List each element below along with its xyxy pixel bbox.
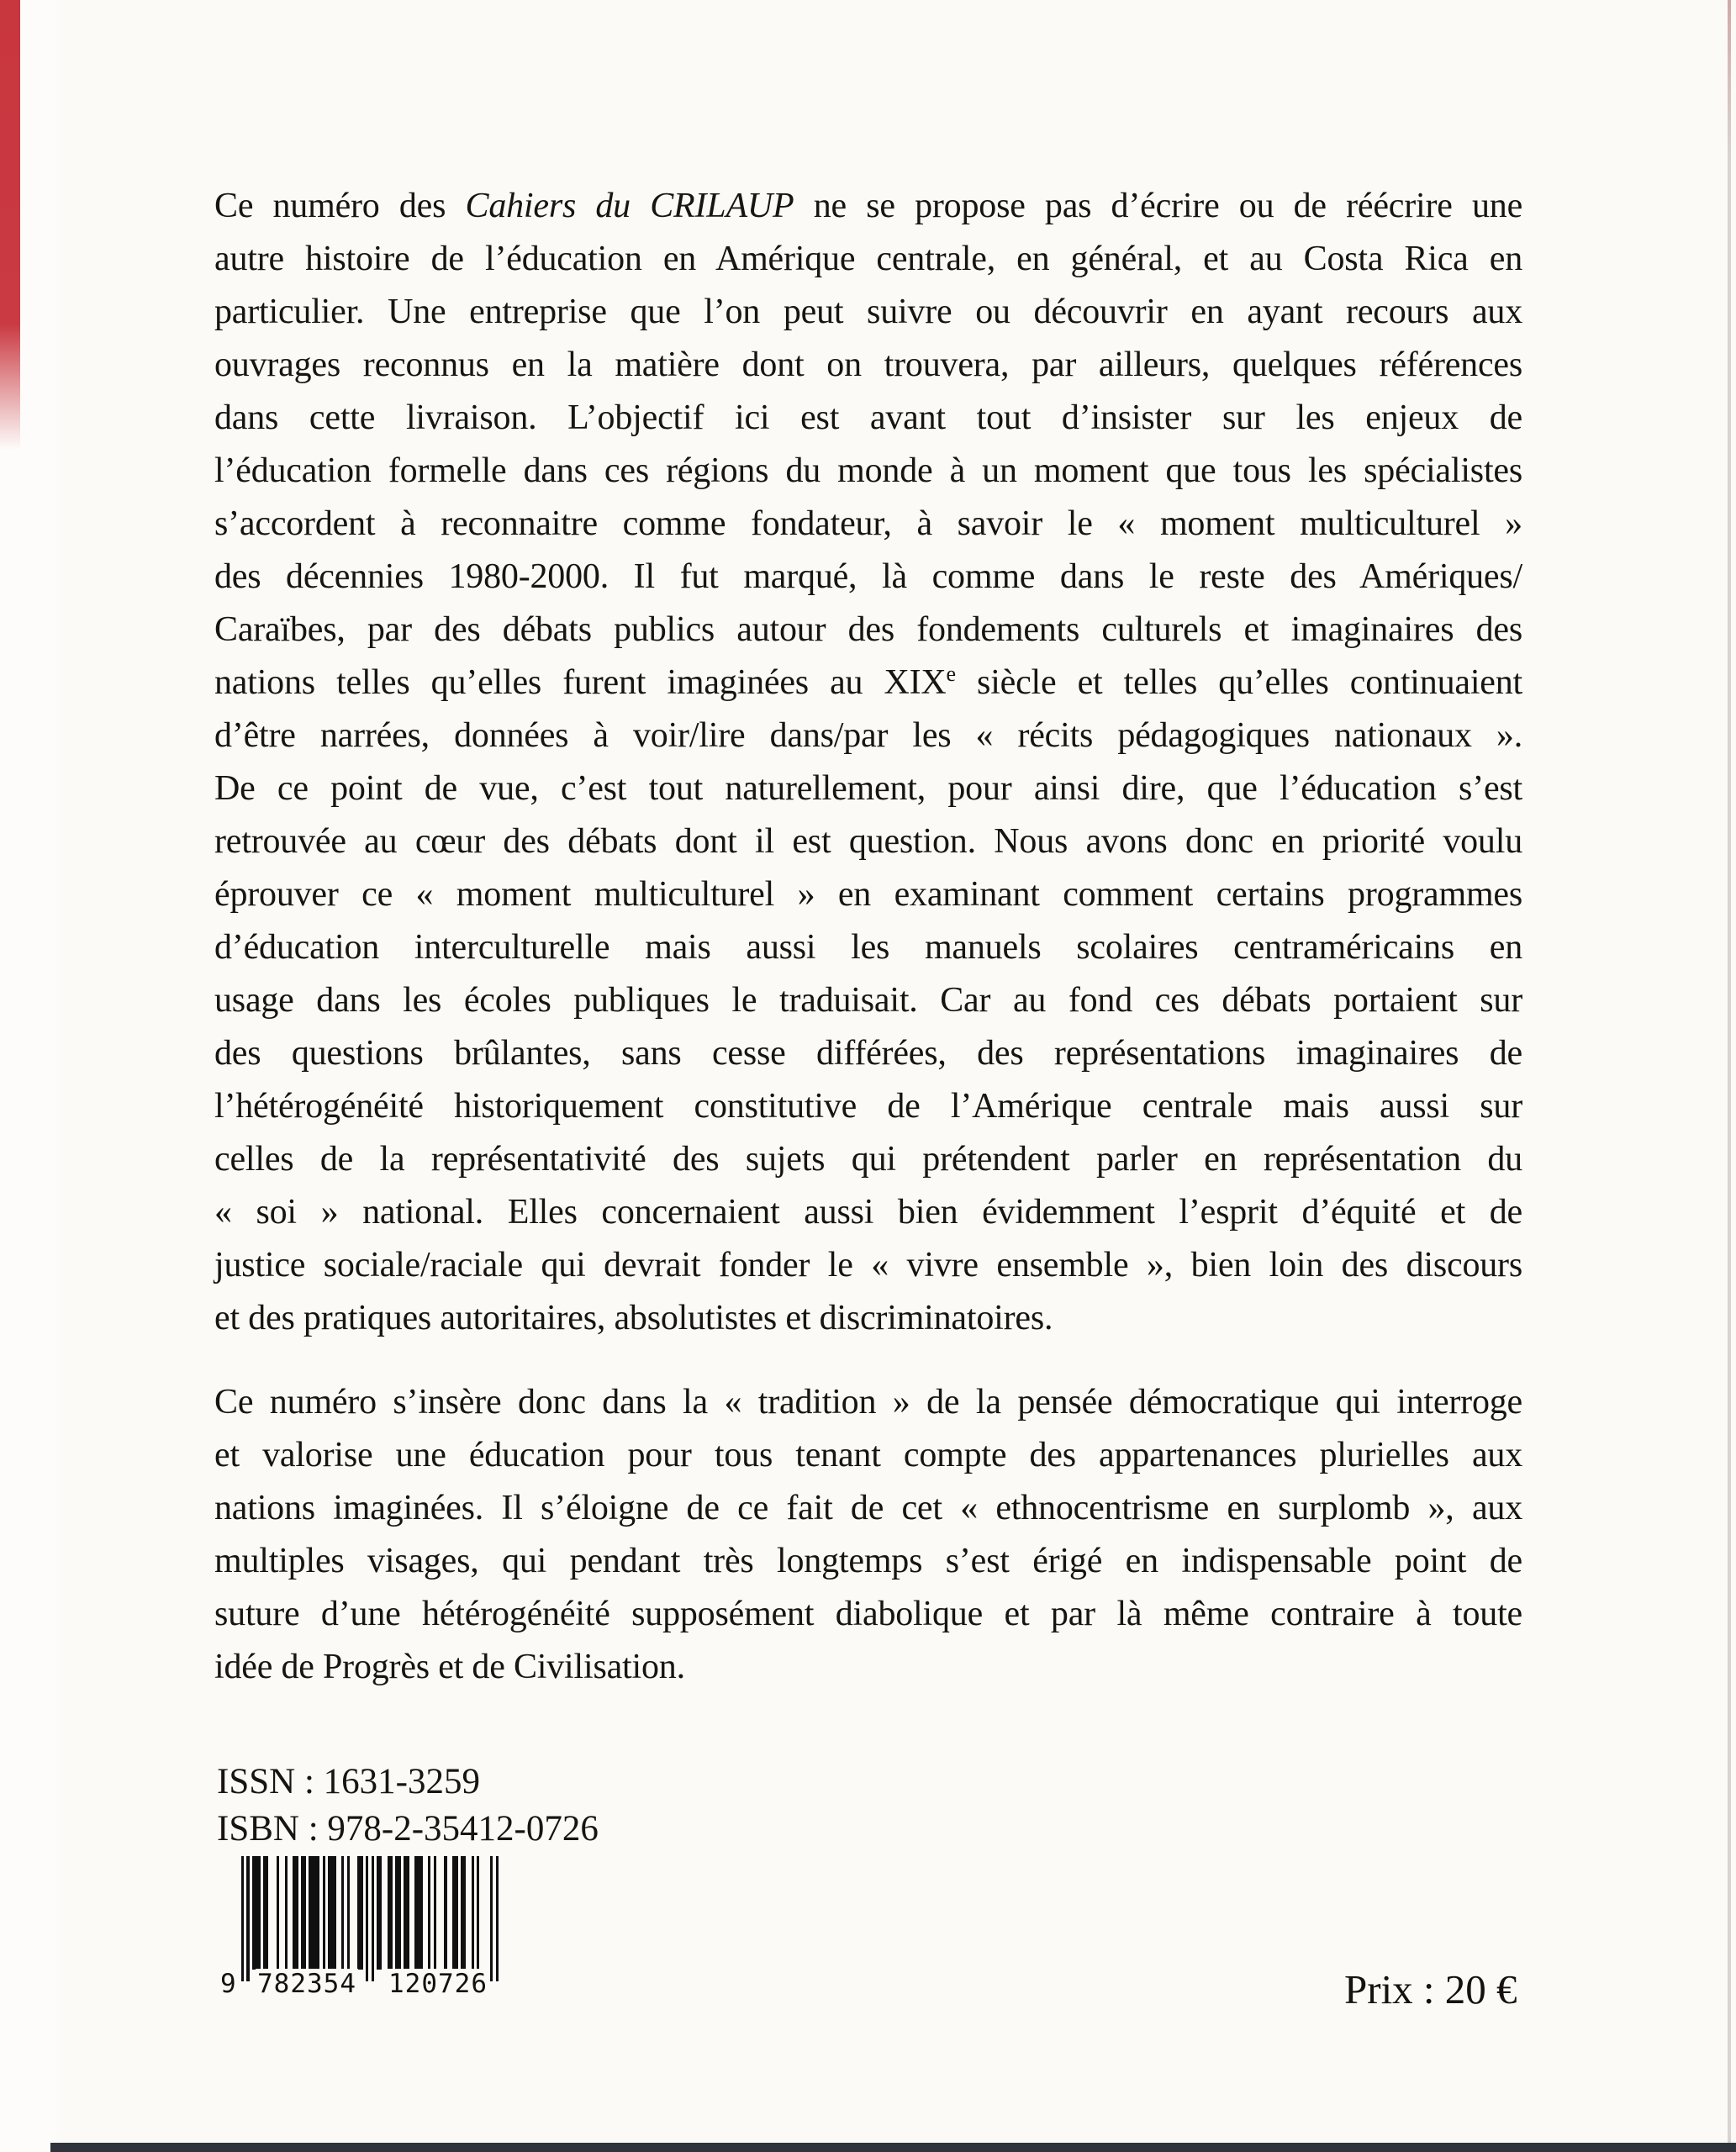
barcode-bar xyxy=(323,1856,325,1970)
scan-edge-line xyxy=(1728,0,1731,2152)
barcode-bar xyxy=(406,1856,409,1970)
summary-paragraph-1 xyxy=(214,180,1522,1345)
barcode-bar xyxy=(455,1856,457,1970)
barcode-bar xyxy=(285,1856,288,1970)
text-line: particulier. Une entreprise que l’on peut suivre ou découvrir en ayant recours aux xyxy=(214,293,1522,331)
text-line: « soi » national. Elles concernaient aussi bien évidemment l’esprit d’équité et de xyxy=(214,1193,1522,1232)
journal-title: Cahiers du CRILAUP xyxy=(465,187,794,225)
barcode-bar xyxy=(444,1856,446,1970)
bottom-edge-bar xyxy=(50,2143,1736,2152)
issn-line: ISSN : 1631-3259 xyxy=(217,1762,480,1801)
barcode-bar xyxy=(472,1856,474,1970)
barcode-bar xyxy=(257,1856,260,1970)
text-line: multiples visages, qui pendant très longtemps s’est érigé en indispensable point de xyxy=(214,1542,1522,1580)
barcode-bar xyxy=(398,1856,401,1970)
barcode-bar xyxy=(390,1856,393,1970)
barcode-bar xyxy=(241,1856,244,1981)
barcode-bar xyxy=(266,1856,268,1970)
barcode-bar xyxy=(428,1856,430,1970)
barcode-digit-lead: 9 xyxy=(220,1969,237,1999)
summary-paragraph-2 xyxy=(214,1376,1522,1694)
price-label: Prix : 20 € xyxy=(1344,1966,1517,2012)
identifier-block xyxy=(217,1759,599,1853)
text-line: Ce numéro s’insère donc dans la « tradition » de la pensée démocratique qui interroge xyxy=(214,1383,1522,1421)
text-line: celles de la représentativité des sujets qui prétendent parler en représentation du xyxy=(214,1140,1522,1179)
barcode-bar xyxy=(341,1856,344,1970)
barcode-digit-group1: 782354 xyxy=(257,1969,356,1999)
ean13-barcode xyxy=(220,1856,499,1999)
text-line: dans cette livraison. L’objectif ici est avant tout d’insister sur les enjeux de xyxy=(214,398,1522,437)
text-line: l’éducation formelle dans ces régions du monde à un moment que tous les spécialistes xyxy=(214,451,1522,490)
text-line: autre histoire de l’éducation en Amérique centrale, en général, et au Costa Rica en xyxy=(214,240,1522,278)
barcode-bar xyxy=(246,1856,249,1981)
barcode-bar xyxy=(434,1856,436,1970)
barcode-digit-group2: 120726 xyxy=(388,1969,488,1999)
barcode-bar xyxy=(277,1856,279,1970)
intro-suffix: ne se propose pas d’écrire ou de réécrire une xyxy=(794,187,1523,225)
text-line: De ce point de vue, c’est tout naturellement, pour ainsi dire, que l’éducation s’est xyxy=(214,769,1522,808)
barcode-bar xyxy=(490,1856,493,1981)
text-line: et valorise une éducation pour tous tenant compte des appartenances plurielles aux xyxy=(214,1436,1522,1474)
text-line: d’être narrées, données à voir/lire dans/par les « récits pédagogiques nationaux ». xyxy=(214,716,1522,755)
text-line: des questions brûlantes, sans cesse différées, des représentations imaginaires de xyxy=(214,1034,1522,1073)
text-line: suture d’une hétérogénéité supposément diabolique et par là même contraire à toute xyxy=(214,1595,1522,1633)
barcode-bar xyxy=(477,1856,479,1970)
text-line: d’éducation interculturelle mais aussi les manuels scolaires centraméricains en xyxy=(214,928,1522,967)
barcode-bar xyxy=(366,1856,368,1981)
spine-red-stripe xyxy=(0,0,20,450)
text-line: Caraïbes, par des débats publics autour des fondements culturels et imaginaires des xyxy=(214,610,1522,649)
text-line: éprouver ce « moment multiculturel » en examinant comment certains programmes xyxy=(214,875,1522,914)
text-line: l’hétérogénéité historiquement constitutive de l’Amérique centrale mais aussi sur xyxy=(214,1087,1522,1126)
text-line: idée de Progrès et de Civilisation. xyxy=(214,1648,685,1686)
barcode-bar xyxy=(295,1856,298,1970)
text-line: nations telles qu’elles furent imaginées au XIXe siècle et telles qu’elles continuaient xyxy=(214,662,1522,702)
text-line: ouvrages reconnus en la matière dont on trouvera, par ailleurs, quelques références xyxy=(214,345,1522,384)
text-line: des décennies 1980-2000. Il fut marqué, là comme dans le reste des Amériques/ xyxy=(214,557,1522,596)
barcode-bar xyxy=(303,1856,306,1970)
text-line: nations imaginées. Il s’éloigne de ce fait de cet « ethnocentrisme en surplomb », aux xyxy=(214,1489,1522,1527)
text-line: retrouvée au cœur des débats dont il est question. Nous avons donc en priorité voulu xyxy=(214,822,1522,861)
barcode-bars xyxy=(241,1856,499,1981)
intro-prefix: Ce numéro des xyxy=(214,187,466,225)
barcode-digits xyxy=(222,1969,525,2004)
barcode-bar xyxy=(361,1856,363,1970)
barcode-bar xyxy=(347,1856,350,1970)
barcode-bar xyxy=(496,1856,499,1981)
barcode-bar xyxy=(419,1856,422,1970)
text-line xyxy=(214,180,1522,233)
barcode-bar xyxy=(372,1856,374,1981)
text-line: justice sociale/raciale qui devrait fonder le « vivre ensemble », bien loin des discours xyxy=(214,1246,1522,1284)
barcode-bar xyxy=(333,1856,335,1970)
isbn-line: ISBN : 978-2-35412-0726 xyxy=(217,1809,599,1849)
text-line: usage dans les écoles publiques le traduisait. Car au fond ces débats portaient sur xyxy=(214,981,1522,1020)
barcode-bar xyxy=(317,1856,319,1970)
text-line: s’accordent à reconnaitre comme fondateur, à savoir le « moment multiculturel » xyxy=(214,504,1522,543)
barcode-bar xyxy=(463,1856,466,1970)
text-line: et des pratiques autoritaires, absolutistes et discriminatoires. xyxy=(214,1299,1053,1337)
barcode-bar xyxy=(379,1856,382,1970)
